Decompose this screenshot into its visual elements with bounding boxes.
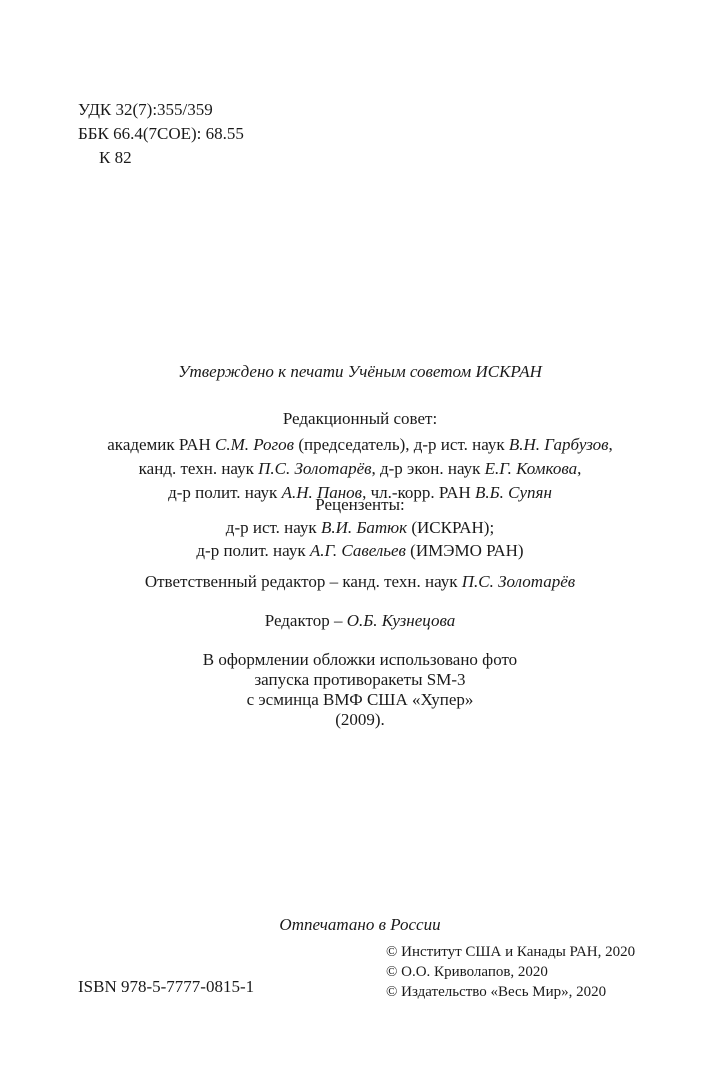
editor xyxy=(0,610,720,632)
reviewer-title: д-р полит. наук xyxy=(196,541,310,560)
copyright-line: © Институт США и Канады РАН, 2020 xyxy=(386,944,636,960)
bbk-code: ББК 66.4(7СОЕ): 68.55 xyxy=(78,124,244,143)
reviewer-line-2 xyxy=(0,539,720,562)
separator: , xyxy=(608,435,613,454)
responsible-editor-label: Ответственный редактор – канд. техн. наук xyxy=(144,572,462,591)
board-title: д-р полит. наук xyxy=(168,483,282,502)
reviewer-name: В.И. Батюк xyxy=(320,518,408,537)
cover-note-line: запуска противоракеты SM-3 xyxy=(254,670,466,689)
separator: , xyxy=(577,459,582,478)
printed-in xyxy=(0,914,720,936)
cover-note-line: В оформлении обложки использовано фото xyxy=(202,650,518,669)
copyright-notices xyxy=(386,942,635,1002)
copyright-line: © Издательство «Весь Мир», 2020 xyxy=(386,984,607,1000)
reviewer-affiliation: (ИМЭМО РАН) xyxy=(405,541,524,560)
responsible-editor xyxy=(0,571,720,593)
editor-label: Редактор – xyxy=(264,611,347,630)
reviewer-title: д-р ист. наук xyxy=(225,518,321,537)
cover-note-line: с эсминца ВМФ США «Хупер» xyxy=(246,690,474,709)
board-line-1 xyxy=(0,433,720,457)
cover-photo-note xyxy=(0,650,720,730)
responsible-editor-line xyxy=(0,571,720,593)
editor-line xyxy=(0,610,720,632)
classification-codes xyxy=(78,98,244,170)
udk-code: УДК 32(7):355/359 xyxy=(78,100,213,119)
editor-name: О.Б. Кузнецова xyxy=(346,611,456,630)
board-member-name: Е.Г. Комкова xyxy=(484,459,578,478)
board-line-2 xyxy=(0,457,720,481)
board-title: , д-р экон. наук xyxy=(371,459,485,478)
reviewer-affiliation: (ИСКРАН); xyxy=(407,518,495,537)
board-title: , чл.-корр. РАН xyxy=(362,483,476,502)
board-title: академик РАН xyxy=(107,435,216,454)
reviewers-heading: Рецензенты: xyxy=(315,495,405,514)
responsible-editor-name: П.С. Золотарёв xyxy=(461,572,576,591)
board-member-name: В.Б. Супян xyxy=(475,483,552,502)
board-heading: Редакционный совет: xyxy=(282,409,438,428)
approval-text: Утверждено к печати Учёным советом ИСКРАН xyxy=(178,362,542,381)
reviewer-name: А.Г. Савельев xyxy=(309,541,406,560)
board-member-name: С.М. Рогов xyxy=(215,435,295,454)
board-member-name: В.Н. Гарбузов xyxy=(508,435,609,454)
editorial-board xyxy=(0,407,720,505)
printed-in-text: Отпечатано в России xyxy=(279,915,441,934)
reviewers xyxy=(0,493,720,562)
cover-note-line: (2009). xyxy=(335,710,385,729)
approval-note xyxy=(0,361,720,383)
author-mark: К 82 xyxy=(99,148,132,167)
isbn xyxy=(78,976,254,998)
board-member-name: П.С. Золотарёв xyxy=(258,459,372,478)
reviewer-line-1 xyxy=(0,516,720,539)
board-title: (председатель), д-р ист. наук xyxy=(294,435,509,454)
copyright-line: © О.О. Криволапов, 2020 xyxy=(386,964,548,980)
isbn-number: ISBN 978-5-7777-0815-1 xyxy=(78,977,255,996)
board-title: канд. техн. наук xyxy=(138,459,259,478)
board-member-name: А.Н. Панов xyxy=(281,483,363,502)
